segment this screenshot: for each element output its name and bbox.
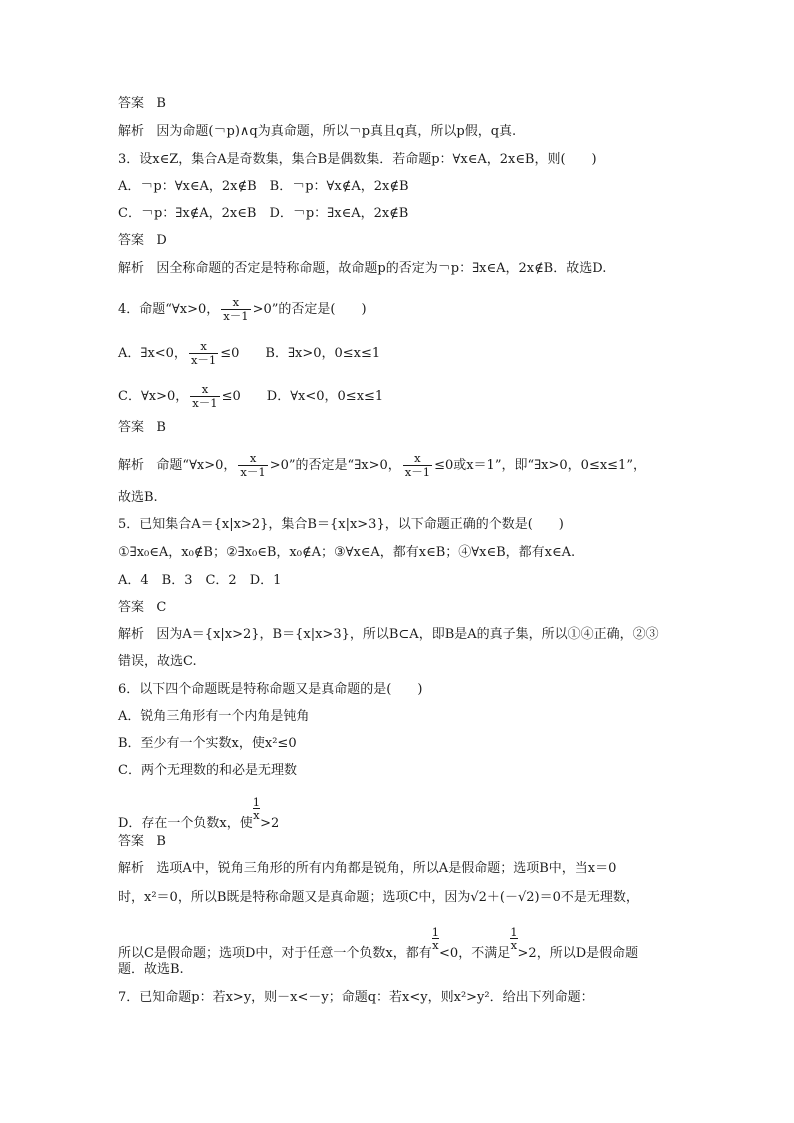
answer-line: 答案 B [118,96,166,111]
question-5-analysis-cont: 错误，故选C. [118,654,197,669]
fraction: $\frac{x}{x-1}$ [192,382,218,410]
question-6-option-c: C．两个无理数的和必是无理数 [118,763,297,778]
fraction: $\frac{x}{x-1}$ [223,295,249,323]
question-6-analysis-2: 时，x²＝0，所以B既是特称命题又是真命题；选项C中，因为√2＋(－√2)＝0不是无理数， [118,890,639,905]
question-6-answer: 答案 B [118,834,166,849]
question-4-stem: 4．命题“∀x>0， $\frac{x}{x-1}$ >0”的否定是( ) [118,295,367,323]
question-3-analysis: 解析 因全称命题的否定是特称命题，故命题p的否定为￢p：∃x∈A，2x∉B．故选D. [118,261,607,276]
question-5-analysis: 解析 因为A＝{x|x>2}，B＝{x|x>3}，所以B⊂A，即B是A的真子集，所以①④正确，②③ [118,627,659,642]
question-5-options: A．4 B．3 C．2 D．1 [118,573,282,588]
fraction: $\frac{x}{x-1}$ [190,339,217,367]
question-6-option-a: A．锐角三角形有一个内角是钝角 [118,709,310,724]
question-3-options-cd: C．￢p：∃x∉A，2x∈B D．￢p：∃x∈A，2x∉B [118,206,409,221]
question-3-answer: 答案 D [118,233,167,248]
question-6-analysis: 解析 选项A中，锐角三角形的所有内角都是锐角，所以A是假命题；选项B中，当x＝0 [118,861,617,876]
question-5-items: ①∃x₀∈A，x₀∉B；②∃x₀∈B，x₀∉A；③∀x∈A，都有x∈B；④∀x∈B，都有x∈A. [118,545,576,560]
question-6-option-b: B．至少有一个实数x，使x²≤0 [118,736,297,751]
fraction: $\frac{1}{x}$ [431,925,440,952]
fraction: $\frac{1}{x}$ [510,925,518,952]
question-5-answer: 答案 C [118,600,167,615]
analysis-line: 解析 因为命题(￢p)∧q为真命题，所以￢p真且q真，所以p假，q真. [118,124,517,139]
question-6-option-d: D．存在一个负数x，使 $\frac{1}{x}$ >2 [118,795,280,831]
question-5-stem: 5．已知集合A＝{x|x>2}，集合B＝{x|x>3}，以下命题正确的个数是( ) [118,517,564,532]
fraction: $\frac{1}{x}$ [252,795,261,822]
fraction: $\frac{x}{x-1}$ [404,451,431,479]
fraction: $\frac{x}{x-1}$ [240,451,266,479]
question-4-options-cd: C．∀x>0， $\frac{x}{x-1}$ ≤0 D．∀x<0，0≤x≤1 [118,382,384,410]
question-3-stem: 3．设x∈Z，集合A是奇数集，集合B是偶数集．若命题p：∀x∈A，2x∈B，则( ) [118,152,597,167]
question-3-options-ab: A．￢p：∀x∈A，2x∉B B．￢p：∀x∉A，2x∉B [118,179,409,194]
question-4-options-ab: A．∃x<0， $\frac{x}{x-1}$ ≤0 B．∃x>0，0≤x≤1 [118,339,381,367]
question-4-answer: 答案 B [118,420,166,435]
question-6-stem: 6．以下四个命题既是特称命题又是真命题的是( ) [118,682,423,697]
question-4-analysis-end: 故选B. [118,490,158,505]
question-6-analysis-4: 题．故选B. [118,962,184,977]
question-4-analysis: 解析 命题“∀x>0， $\frac{x}{x-1}$ >0”的否定是“∃x>0， $\frac{x}{x-1}$ ≤0或x＝1”，即“∃x>0，0≤x≤1”， [118,451,646,479]
question-7-stem: 7．已知命题p：若x>y，则－x<－y；命题q：若x<y，则x²>y²．给出下列命题： [118,990,594,1005]
question-6-analysis-3: 所以C是假命题；选项D中，对于任意一个负数x，都有 $\frac{1}{x}$ <0，不满足 $\frac{1}{x}$ >2，所以D是假命题 [118,925,639,961]
